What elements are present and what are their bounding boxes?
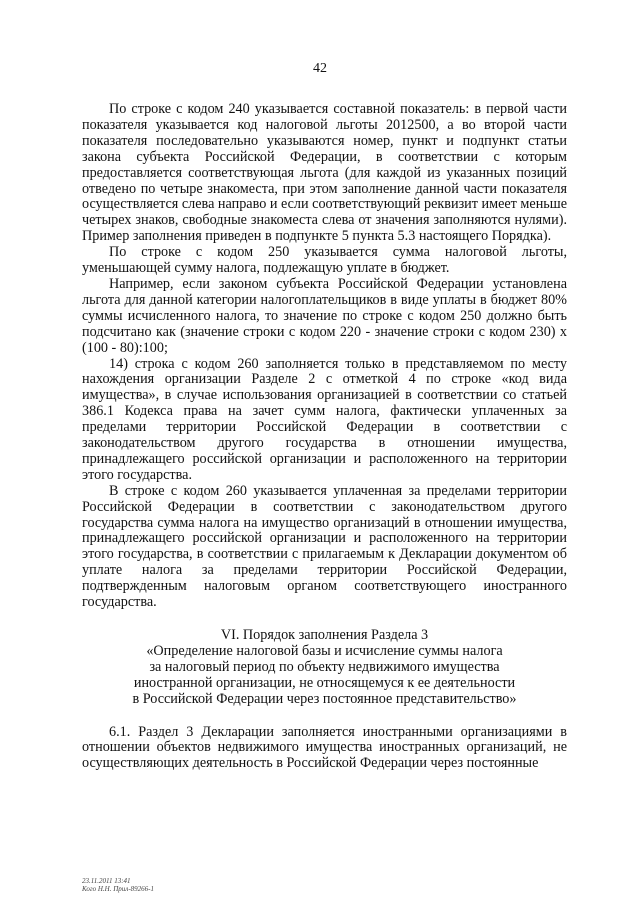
section-subtitle-line: иностранной организации, не относящемуся к ее деятельности — [133, 674, 516, 691]
paragraph-line-260-details: В строке с кодом 260 указывается уплаченная за пределами территории Российской Федерации в соответствии с законодательством другого государства сумма налога на имущество организаций в отношении имущества, принадлежащего российской организации и расположенного на территории этого государства, в соответствии с прилагаемым к Декларации документом об уплате налога за пределами территории Российской Федерации, подтвержденным налоговым органом соответствующего иностранного государства. — [82, 482, 567, 611]
paragraph-line-260: 14) строка с кодом 260 заполняется только в представляемом по месту нахождения организации Разделе 2 с отметкой 4 по строке «код вида имущества», в случае использования организацией в соответствии со статьей 386.1 Кодекса права на зачет сумм налога, фактически уплаченных за пределами территории Российской Федерации в соответствии с законодательством другого государства в отношении имущества, принадлежащего российской организации и расположенного на территории этого государства. — [82, 355, 567, 483]
section-heading — [82, 628, 567, 708]
footer-reference: Кого Н.Н. Прил-89266-1 — [82, 885, 154, 893]
footer-timestamp: 23.11.2011 13:41 — [82, 877, 131, 885]
section-subtitle-line: «Определение налоговой базы и исчисление суммы налога — [146, 642, 503, 659]
paragraph-line-250: По строке с кодом 250 указывается сумма налоговой льготы, уменьшающей сумму налога, подлежащую уплате в бюджет. — [82, 244, 567, 277]
paragraph-line-240: По строке с кодом 240 указывается составной показатель: в первой части показателя указывается код налоговой льготы 2012500, а во второй части показателя последовательно указываются номер, пункт и подпункт статьи закона субъекта Российской Федерации, в соответствии с которым предоставляется соответствующая льгота (для каждой из указанных позиций отведено по четыре знакоместа, при этом заполнение данной части показателя осуществляется слева направо и если соответствующий реквизит имеет меньше четырех знаков, свободные знакоместа слева от значения заполняются нулями). Пример заполнения приведен в подпункте 5 пункта 5.3 настоящего Порядка). — [82, 101, 567, 245]
document-body — [82, 102, 567, 772]
paragraph-example: Например, если законом субъекта Российской Федерации установлена льгота для данной категории налогоплательщиков в виде уплаты в бюджет 80% суммы исчисленного налога, то значение по строке с кодом 250 должно быть подсчитано как (значение строки с кодом 220 - значение строки с кодом 230) x (100 - 80):100; — [82, 275, 567, 356]
page-number: 42 — [313, 61, 327, 76]
document-footer — [82, 877, 154, 893]
section-subtitle-line: в Российской Федерации через постоянное представительство» — [132, 690, 517, 707]
section-title: VI. Порядок заполнения Раздела 3 — [220, 627, 429, 643]
section-subtitle-line: за налоговый период по объекту недвижимого имущества — [149, 658, 500, 675]
paragraph-6-1: 6.1. Раздел 3 Декларации заполняется иностранными организациями в отношении объектов недвижимого имущества иностранных организаций, не осуществляющих деятельность в Российской Федерации через постоянные — [82, 723, 567, 772]
